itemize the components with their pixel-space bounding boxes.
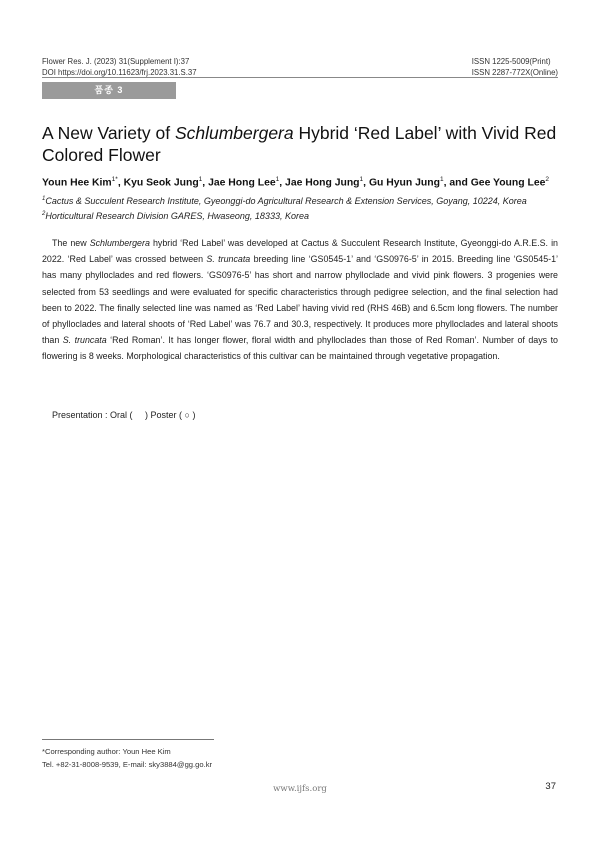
author-name: Gee Young Lee <box>470 177 546 189</box>
author-name: Kyu Seok Jung <box>123 177 199 189</box>
author-name: Youn Hee Kim <box>42 177 112 189</box>
title-text-1: A New Variety of <box>42 123 175 143</box>
author-affiliation-marker: 1 <box>439 176 444 183</box>
affiliation-2 <box>42 208 562 223</box>
abstract-text: ‘Red Roman’. It has longer flower, floral width and phylloclades than those of Red Roman’. Number of days to flowering is 8 weeks. Morphological characteristics of this cultivar can be maintained through vegetative propagation. <box>42 335 558 362</box>
doi-link[interactable]: DOI https://doi.org/10.11623/frj.2023.31.S.37 <box>42 68 197 77</box>
author-affiliation-marker: 1 <box>359 176 364 183</box>
title-text-2: Hybrid ‘Red Label’ with Vivid Red Colored Flower <box>42 123 557 165</box>
paper-title <box>42 122 562 166</box>
author-name: Gu Hyun Jung <box>368 177 440 189</box>
abstract-text: The new <box>52 238 90 248</box>
affiliation-text: Horticultural Research Division GARES, Hwaseong, 18333, Korea <box>45 211 309 221</box>
page-number: 37 <box>545 781 556 792</box>
author-name: Jae Hong Jung <box>285 177 360 189</box>
abstract-text: breeding line ‘GS0545-1’ and ‘GS0976-5’ in 2015. Breeding line ‘GS0545-1’ has many phylloclades and red flowers. ‘GS0976-5’ has short and narrow phylloclade and vivid pink flowers. 3 progenies were selected from 53 seedlings and were evaluated for specific characteristics through pedigree selection, and the final selection had been to 2022. The finally selected line was named as ‘Red Label’ having vivid red (RHS 46B) and 6.5cm long flowers. The number of phylloclades and lateral shoots of ‘Red Label’ was 76.7 and 30.3, respectively. It produces more phylloclades and lateral shoots than <box>42 254 559 346</box>
contact-info: Tel. +82-31-8008-9539, E-mail: sky3884@gg.go.kr <box>42 760 213 769</box>
affiliation-text: Cactus & Succulent Research Institute, Gyeonggi-do Agricultural Research & Extension Services, Goyang, 10224, Korea <box>45 196 527 206</box>
affiliation-1 <box>42 193 562 208</box>
abstract-species: S. truncata <box>62 335 107 346</box>
header-divider <box>42 77 558 78</box>
author-name: Jae Hong Lee <box>208 177 276 189</box>
title-species: Schlumbergera <box>174 123 294 143</box>
author-affiliation-marker: 1* <box>111 176 118 183</box>
author-affiliation-marker: 1 <box>198 176 203 183</box>
author-affiliation-marker: 1 <box>275 176 280 183</box>
footnote <box>42 745 212 771</box>
author-separator: , <box>279 177 286 189</box>
affiliation-marker: 2 <box>42 211 46 217</box>
affiliation-marker: 1 <box>42 196 46 202</box>
abstract-species: Schlumbergera <box>89 238 150 248</box>
author-separator: , <box>202 177 209 189</box>
footnote-divider <box>42 739 214 740</box>
author-list <box>42 173 562 190</box>
author-separator: , <box>363 177 369 189</box>
footer-url[interactable]: www.ijfs.org <box>273 784 327 794</box>
category-badge: 품종 3 <box>42 82 176 99</box>
journal-citation: Flower Res. J. (2023) 31(Supplement I):37 <box>42 57 190 66</box>
author-separator: , <box>117 177 124 189</box>
author-separator: , and <box>443 177 471 189</box>
abstract-text: hybrid ‘Red Label’ was developed at Cactus & Succulent Research Institute, Gyeonggi-do A.R.E.S. in 2022. ‘Red Label’ was crossed between <box>42 238 558 265</box>
presentation-type: Presentation : Oral ( ) Poster ( ○ ) <box>52 410 196 420</box>
issn-online: ISSN 2287-772X(Online) <box>471 68 558 77</box>
abstract-species: S. truncata <box>206 254 251 265</box>
abstract <box>42 235 558 365</box>
corresponding-author: *Corresponding author: Youn Hee Kim <box>42 747 171 756</box>
author-affiliation-marker: 2 <box>545 176 550 183</box>
header-left <box>42 56 197 78</box>
issn-print: ISSN 1225-5009(Print) <box>471 57 551 66</box>
affiliations <box>42 193 562 223</box>
header-right <box>472 56 558 78</box>
